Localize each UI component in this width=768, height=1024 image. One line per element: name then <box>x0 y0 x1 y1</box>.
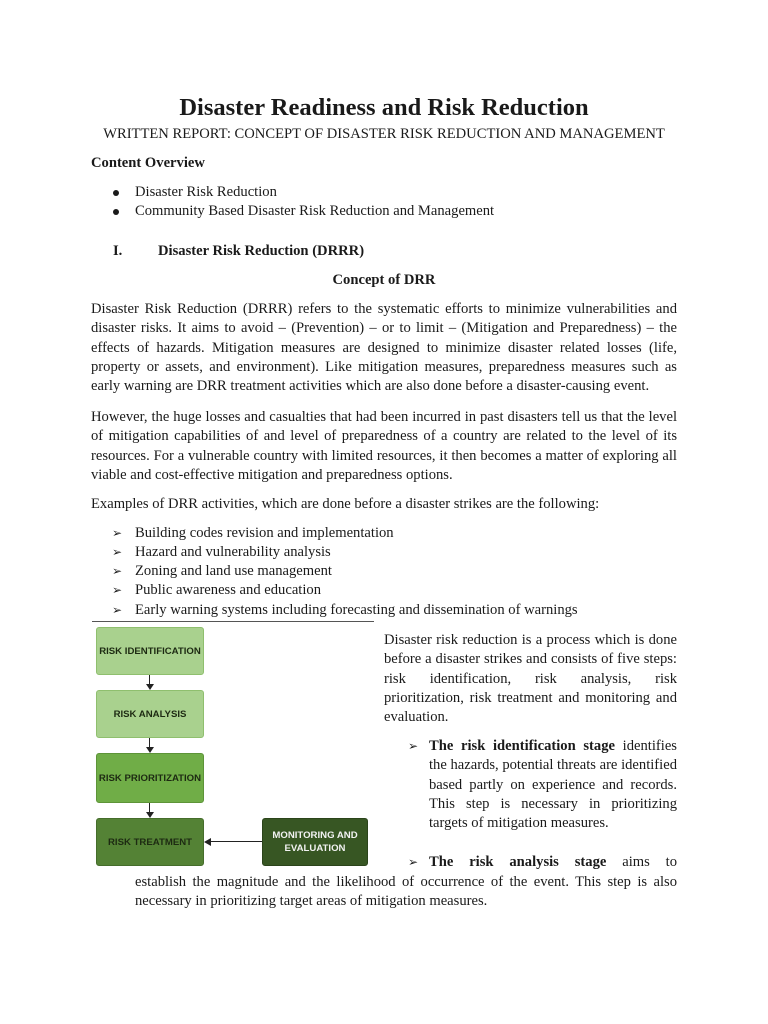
bullet-icon <box>113 190 119 196</box>
flow-step-risk-analysis: RISK ANALYSIS <box>96 690 204 738</box>
stage-name: The risk analysis stage <box>429 854 607 870</box>
bullet-icon <box>113 209 119 215</box>
page-title: Disaster Readiness and Risk Reduction <box>179 94 589 121</box>
stage-continuation-line: establish the magnitude and the likelihood of occurrence of the event. This step is also <box>135 874 677 890</box>
arrow-bullet-icon: ➢ <box>112 564 123 578</box>
drr-process-flowchart <box>92 621 374 870</box>
flow-connector <box>210 841 262 842</box>
arrow-bullet-icon: ➢ <box>112 526 123 540</box>
example-item: Early warning systems including forecasting and dissemination of warnings <box>135 602 578 618</box>
arrow-bullet-icon: ➢ <box>408 739 419 753</box>
stage-description: identifies the hazards, potential threats are identified based partly on experience and records. This step is necessary in prioritizing targets of mitigation measures. <box>429 738 677 832</box>
overview-heading: Content Overview <box>91 155 205 171</box>
flow-step-risk-treatment: RISK TREATMENT <box>96 818 204 866</box>
example-item: Building codes revision and implementation <box>135 525 394 541</box>
paragraph: Disaster Risk Reduction (DRRR) refers to the systematic efforts to minimize vulnerabilities and disaster risks. It aims to avoid – (Prevention) – or to limit – (Mitigation and Preparedness) – the effects of hazards. Mitigation measures are designed to minimize disaster related losses (life, property or assets, and environment). Like mitigation measures, preparedness measures such as early warning are DRR treatment activities which are also done before a disaster-causing event. <box>91 301 677 395</box>
section-number: I. <box>113 243 123 259</box>
arrow-bullet-icon: ➢ <box>112 545 123 559</box>
stage-risk-analysis <box>429 853 677 872</box>
flow-step-monitoring-evaluation: MONITORING AND EVALUATION <box>262 818 368 866</box>
arrow-bullet-icon: ➢ <box>112 583 123 597</box>
example-item: Hazard and vulnerability analysis <box>135 544 331 560</box>
stage-risk-identification <box>429 737 677 833</box>
section-heading: Disaster Risk Reduction (DRRR) <box>158 243 365 259</box>
flow-step-risk-prioritization: RISK PRIORITIZATION <box>96 753 204 803</box>
report-subtitle: WRITTEN REPORT: CONCEPT OF DISASTER RISK REDUCTION AND MANAGEMENT <box>103 126 665 142</box>
arrow-bullet-icon: ➢ <box>408 855 419 869</box>
example-item: Zoning and land use management <box>135 563 332 579</box>
overview-item: Community Based Disaster Risk Reduction and Management <box>135 203 495 219</box>
stage-continuation-line: necessary in prioritizing target areas of mitigation measures. <box>135 893 488 909</box>
concept-heading: Concept of DRR <box>332 272 436 288</box>
example-item: Public awareness and education <box>135 582 322 598</box>
overview-item: Disaster Risk Reduction <box>135 184 277 200</box>
paragraph: Examples of DRR activities, which are done before a disaster strikes are the following: <box>91 496 600 512</box>
arrow-bullet-icon: ➢ <box>112 603 123 617</box>
paragraph: However, the huge losses and casualties that had been incurred in past disasters tell us that the level of mitigation capabilities of and level of preparedness of a country are related to the level of its resources. For a vulnerable country with limited resources, it then becomes a matter of exploring all viable and cost-effective mitigation and preparedness options. <box>91 409 677 483</box>
process-intro: Disaster risk reduction is a process which is done before a disaster strikes and consists of five steps: risk identification, risk analysis, risk prioritization, risk treatment and monitoring and evaluation. <box>384 632 677 726</box>
stage-name: The risk identification stage <box>429 738 615 754</box>
flow-step-risk-identification: RISK IDENTIFICATION <box>96 627 204 675</box>
arrow-left-icon <box>204 838 211 846</box>
stage-description: aims to <box>606 854 677 870</box>
